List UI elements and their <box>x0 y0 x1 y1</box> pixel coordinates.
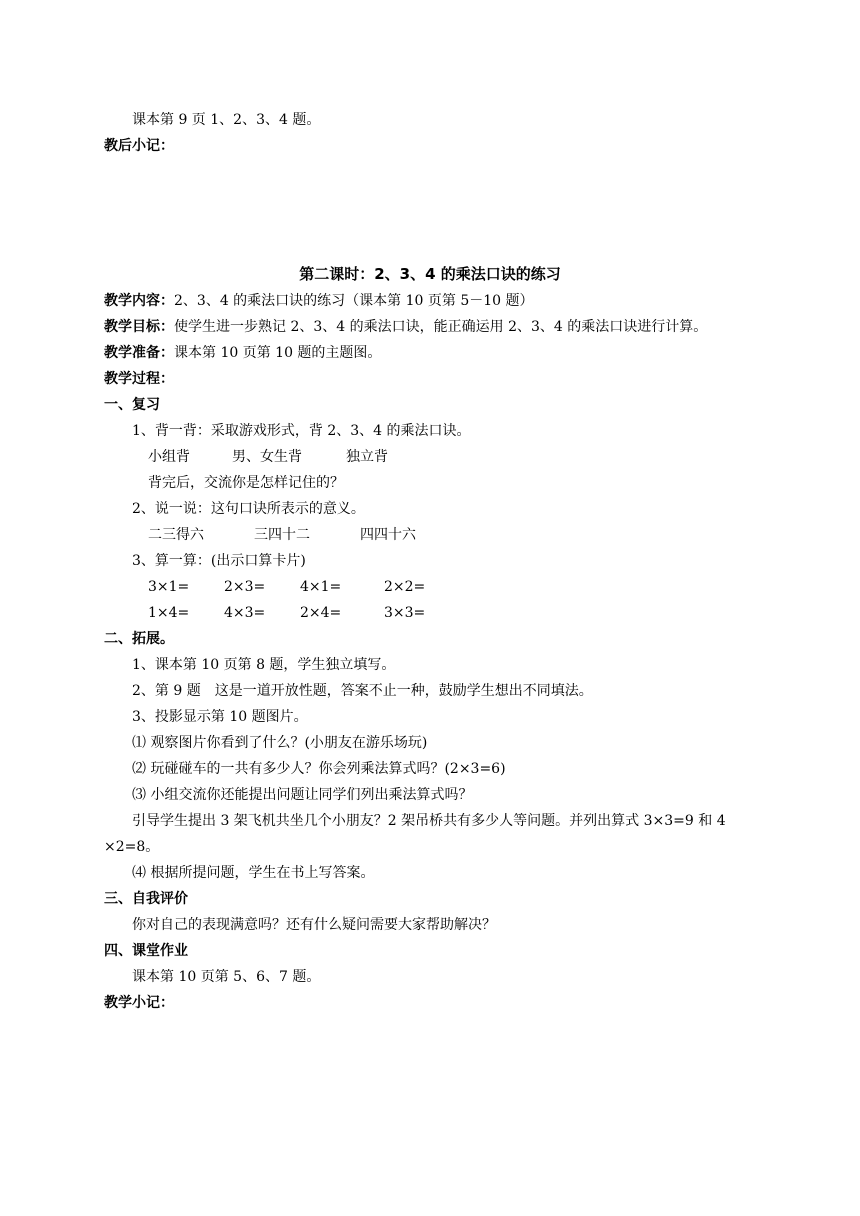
extend-sub-1: ⑴ 观察图片你看到了什么？(小朋友在游乐场玩) <box>132 735 428 751</box>
calc-card: 3×3= <box>384 605 426 621</box>
lesson-notes-label: 教学小记： <box>104 995 174 1011</box>
lesson-title: 第二课时：2、3、4 的乘法口诀的练习 <box>299 265 561 283</box>
process-label: 教学过程： <box>104 371 174 387</box>
calc-card: 2×3= <box>224 579 266 595</box>
teaching-prep <box>104 343 381 363</box>
review-item-3: 3、算一算：(出示口算卡片) <box>132 553 306 569</box>
calc-card: 1×4= <box>148 605 190 621</box>
homework-text-lesson2: 课本第 10 页第 5、6、7 题。 <box>132 969 321 985</box>
self-eval-text: 你对自己的表现满意吗？还有什么疑问需要大家帮助解决？ <box>132 917 496 933</box>
extend-item-1: 1、课本第 10 页第 8 题，学生独立填写。 <box>132 657 396 673</box>
homework-text: 课本第 9 页 1、2、3、4 题。 <box>132 112 321 128</box>
rhyme-2: 三四十二 <box>254 527 310 543</box>
content-label: 教学内容： <box>104 293 174 309</box>
review-after: 背完后，交流你是怎样记住的？ <box>148 475 344 491</box>
teaching-goal <box>104 317 707 337</box>
self-eval-heading: 三、自我评价 <box>104 891 188 907</box>
calc-card: 2×4= <box>300 605 342 621</box>
review-item-2: 2、说一说：这句口诀所表示的意义。 <box>132 501 365 517</box>
prep-text: 课本第 10 页第 10 题的主题图。 <box>174 345 382 361</box>
rhyme-3: 四四十六 <box>360 527 416 543</box>
calc-card: 3×1= <box>148 579 190 595</box>
extend-item-2: 2、第 9 题 这是一道开放性题，答案不止一种，鼓励学生想出不同填法。 <box>132 683 593 699</box>
review-mode-3: 独立背 <box>346 449 388 465</box>
extend-heading: 二、拓展。 <box>104 631 174 647</box>
goal-label: 教学目标： <box>104 319 174 335</box>
calc-card: 4×1= <box>300 579 342 595</box>
review-item-1: 1、背一背：采取游戏形式，背 2、3、4 的乘法口诀。 <box>132 423 471 439</box>
prep-label: 教学准备： <box>104 345 174 361</box>
review-mode-1: 小组背 <box>148 449 190 465</box>
rhyme-1: 二三得六 <box>148 527 204 543</box>
extend-sub-4: ⑷ 根据所提问题，学生在书上写答案。 <box>132 865 375 881</box>
calc-card: 2×2= <box>384 579 426 595</box>
extend-guide-line-2: ×2=8。 <box>104 839 160 855</box>
teaching-content <box>104 291 534 311</box>
review-mode-2: 男、女生背 <box>232 449 302 465</box>
review-heading: 一、复习 <box>104 397 160 413</box>
extend-guide-line-1: 引导学生提出 3 架飞机共坐几个小朋友？2 架吊桥共有多少人等问题。并列出算式 3×3=9 和 4 <box>132 813 726 829</box>
content-text: 2、3、4 的乘法口诀的练习（课本第 10 页第 5－10 题） <box>174 293 534 309</box>
homework-heading: 四、课堂作业 <box>104 943 188 959</box>
extend-item-3: 3、投影显示第 10 题图片。 <box>132 709 308 725</box>
teaching-notes-label: 教后小记： <box>104 138 174 154</box>
extend-sub-3: ⑶ 小组交流你还能提出问题让同学们列出乘法算式吗？ <box>132 787 473 803</box>
goal-text: 使学生进一步熟记 2、3、4 的乘法口诀，能正确运用 2、3、4 的乘法口诀进行计算。 <box>174 319 708 335</box>
calc-card: 4×3= <box>224 605 266 621</box>
extend-sub-2: ⑵ 玩碰碰车的一共有多少人？你会列乘法算式吗？(2×3=6) <box>132 761 506 777</box>
